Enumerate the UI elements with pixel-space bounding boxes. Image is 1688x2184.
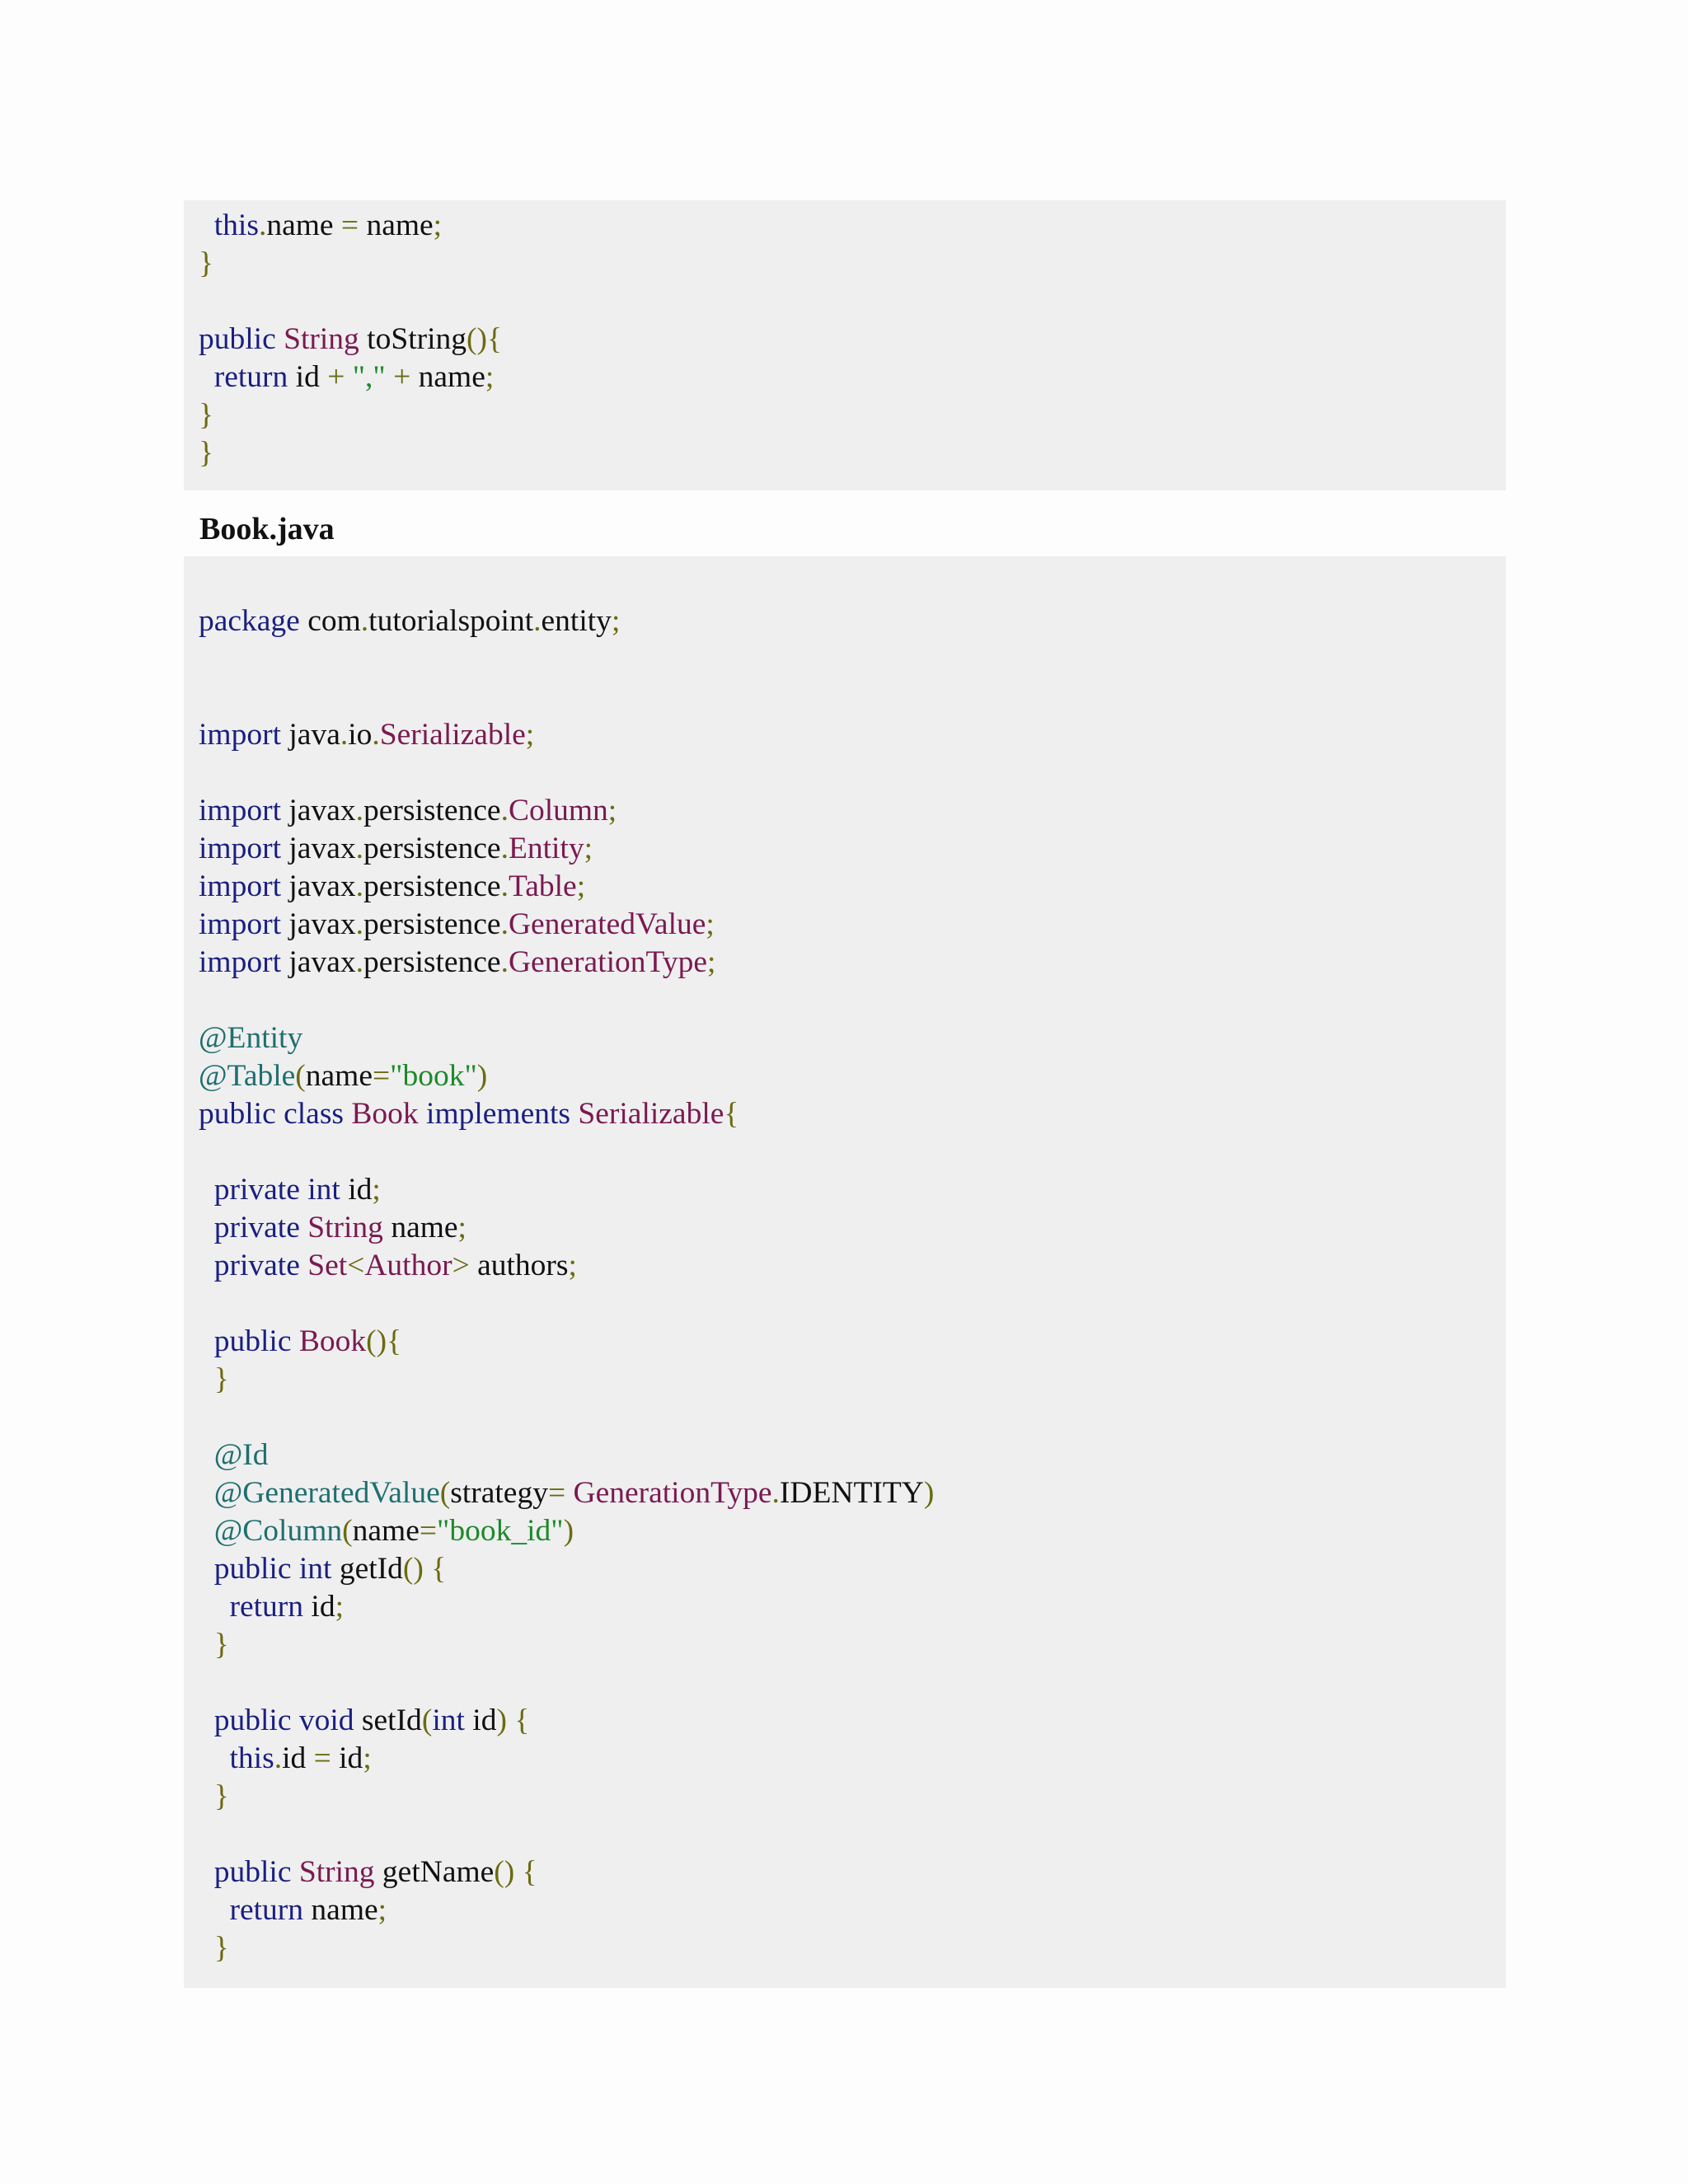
code-token: getName bbox=[374, 1855, 495, 1889]
code-token: Column bbox=[508, 794, 608, 827]
code-token: ; bbox=[457, 1211, 467, 1244]
code-line bbox=[199, 830, 593, 868]
code-token: import bbox=[199, 869, 281, 903]
code-token bbox=[199, 1779, 214, 1813]
code-token: @Id bbox=[213, 1438, 269, 1472]
code-token: "," bbox=[352, 360, 386, 394]
code-token: ( bbox=[421, 1704, 433, 1737]
code-line bbox=[199, 1778, 229, 1816]
code-token: import bbox=[199, 794, 281, 827]
code-token: Author bbox=[364, 1249, 452, 1282]
code-token bbox=[345, 360, 352, 394]
code-token: ; bbox=[568, 1249, 577, 1282]
code-token: ; bbox=[433, 209, 443, 242]
code-line bbox=[199, 868, 585, 906]
code-token: Book bbox=[298, 1324, 367, 1358]
code-token: . bbox=[500, 907, 509, 941]
code-token: . bbox=[500, 945, 509, 979]
code-line bbox=[199, 1854, 537, 1891]
code-token bbox=[199, 209, 214, 242]
code-token: IDENTITY bbox=[779, 1476, 924, 1510]
code-token: implements bbox=[418, 1097, 579, 1131]
code-line bbox=[199, 396, 213, 434]
code-token: . bbox=[372, 718, 380, 752]
code-token: GeneratedValue bbox=[508, 907, 706, 941]
code-token: . bbox=[258, 209, 267, 242]
code-token: import bbox=[199, 907, 281, 941]
code-token: return bbox=[229, 1893, 304, 1927]
code-token: "book" bbox=[390, 1059, 477, 1093]
code-token: String bbox=[298, 1855, 375, 1889]
code-token bbox=[199, 1211, 214, 1244]
code-token: entity bbox=[541, 604, 612, 638]
code-token: ) { bbox=[496, 1704, 530, 1737]
code-line bbox=[199, 1588, 344, 1626]
code-token: private int bbox=[213, 1173, 340, 1207]
code-token: this bbox=[229, 1741, 274, 1775]
code-token: name bbox=[382, 1211, 458, 1244]
code-line bbox=[199, 245, 213, 283]
code-token: Entity bbox=[508, 832, 584, 865]
code-block-person-tail bbox=[184, 200, 1506, 490]
code-token: javax bbox=[281, 869, 356, 903]
code-token: Serializable bbox=[578, 1097, 724, 1131]
code-token: Set bbox=[307, 1249, 348, 1282]
code-token: { bbox=[724, 1097, 739, 1131]
code-token: = bbox=[547, 1476, 566, 1510]
code-line bbox=[199, 944, 715, 982]
code-token: name bbox=[266, 209, 341, 242]
code-token: ; bbox=[607, 794, 617, 827]
code-token: id bbox=[464, 1704, 497, 1737]
code-token: + bbox=[327, 360, 345, 394]
code-token: ; bbox=[363, 1741, 372, 1775]
code-token bbox=[199, 1324, 214, 1358]
code-token: public bbox=[213, 1324, 299, 1358]
code-token: ) bbox=[476, 1059, 488, 1093]
code-line bbox=[199, 1891, 387, 1929]
code-token: javax bbox=[281, 832, 356, 865]
code-line bbox=[199, 1019, 302, 1057]
code-token: = bbox=[340, 209, 359, 242]
code-token: id bbox=[331, 1741, 363, 1775]
code-token: } bbox=[213, 1779, 229, 1813]
code-token: ) bbox=[563, 1514, 574, 1548]
code-token: name bbox=[303, 1893, 378, 1927]
code-token: ; bbox=[377, 1893, 387, 1927]
code-token: + bbox=[393, 360, 411, 394]
code-token bbox=[199, 360, 214, 394]
code-line bbox=[199, 1361, 229, 1399]
code-token: String bbox=[307, 1211, 383, 1244]
code-token: Table bbox=[508, 869, 577, 903]
code-token: ; bbox=[485, 360, 495, 394]
code-token bbox=[199, 1931, 214, 1965]
code-token: "book_id" bbox=[437, 1514, 564, 1548]
code-token: () { bbox=[402, 1552, 447, 1586]
code-line bbox=[199, 1171, 381, 1209]
code-token: } bbox=[213, 1931, 229, 1965]
code-line bbox=[199, 906, 715, 944]
code-token: setId bbox=[354, 1704, 422, 1737]
code-token: this bbox=[213, 209, 259, 242]
code-token bbox=[199, 1514, 214, 1548]
code-token: javax bbox=[281, 945, 356, 979]
code-token: . bbox=[340, 718, 349, 752]
code-token: = bbox=[313, 1741, 331, 1775]
code-token: GenerationType bbox=[508, 945, 707, 979]
code-token: authors bbox=[469, 1249, 569, 1282]
code-line bbox=[199, 321, 502, 359]
code-line bbox=[199, 1740, 372, 1778]
code-token: public class bbox=[199, 1097, 352, 1131]
code-token: . bbox=[355, 832, 363, 865]
code-line bbox=[199, 1474, 934, 1512]
code-token: () { bbox=[494, 1855, 537, 1889]
code-token: public int bbox=[213, 1552, 332, 1586]
code-token: toString bbox=[359, 322, 467, 356]
code-token: } bbox=[199, 246, 213, 280]
code-token: . bbox=[500, 832, 509, 865]
code-token: } bbox=[199, 398, 213, 432]
code-token: . bbox=[533, 604, 542, 638]
code-token: } bbox=[199, 436, 213, 470]
code-token: tutorialspoint bbox=[368, 604, 534, 638]
code-token bbox=[199, 1362, 214, 1396]
code-token: . bbox=[355, 869, 363, 903]
code-token: ; bbox=[706, 907, 715, 941]
code-token: } bbox=[213, 1628, 229, 1661]
code-token: persistence bbox=[363, 869, 501, 903]
code-token bbox=[199, 1704, 214, 1737]
code-token: } bbox=[213, 1362, 229, 1396]
code-token: name bbox=[410, 360, 485, 394]
code-token: strategy bbox=[450, 1476, 548, 1510]
code-token: import bbox=[199, 832, 281, 865]
code-line bbox=[199, 1095, 738, 1133]
code-token: ; bbox=[335, 1590, 345, 1624]
code-token bbox=[199, 1173, 214, 1207]
code-token: . bbox=[500, 869, 509, 903]
code-token: import bbox=[199, 945, 281, 979]
code-token: ) bbox=[923, 1476, 935, 1510]
code-token: ; bbox=[576, 869, 586, 903]
code-token: javax bbox=[281, 907, 356, 941]
file-heading: Book.java bbox=[199, 512, 335, 546]
code-token: public void bbox=[213, 1704, 354, 1737]
code-token: private bbox=[213, 1249, 308, 1282]
code-token: > bbox=[452, 1249, 470, 1282]
code-token: @Entity bbox=[199, 1021, 303, 1055]
code-token: com bbox=[299, 604, 361, 638]
code-token bbox=[199, 1438, 214, 1472]
code-token: io bbox=[348, 718, 373, 752]
code-token bbox=[199, 1590, 230, 1624]
code-token: ; bbox=[372, 1173, 381, 1207]
code-token: . bbox=[274, 1741, 283, 1775]
code-token: Book bbox=[351, 1097, 419, 1131]
code-token: (){ bbox=[467, 322, 503, 356]
code-token: persistence bbox=[363, 832, 501, 865]
code-line bbox=[199, 1436, 269, 1474]
code-token: . bbox=[500, 794, 509, 827]
code-token: Serializable bbox=[379, 718, 526, 752]
code-token: ; bbox=[611, 604, 621, 638]
code-token bbox=[199, 1628, 214, 1661]
code-token: String bbox=[284, 322, 359, 356]
code-token: . bbox=[355, 945, 363, 979]
code-token: @GeneratedValue bbox=[213, 1476, 440, 1510]
code-token: java bbox=[281, 718, 340, 752]
code-token: public bbox=[213, 1855, 299, 1889]
code-line bbox=[199, 1057, 487, 1095]
code-token bbox=[199, 1893, 230, 1927]
code-token: . bbox=[355, 794, 363, 827]
code-line bbox=[199, 1929, 229, 1967]
code-token: return bbox=[213, 360, 288, 394]
code-line bbox=[199, 1512, 574, 1550]
code-token: = bbox=[419, 1514, 438, 1548]
code-token: ; bbox=[584, 832, 593, 865]
code-token: persistence bbox=[363, 794, 501, 827]
code-token: persistence bbox=[363, 945, 501, 979]
code-token: ( bbox=[342, 1514, 353, 1548]
code-token bbox=[199, 1552, 214, 1586]
code-token: ; bbox=[706, 945, 716, 979]
code-token: getId bbox=[331, 1552, 403, 1586]
code-line bbox=[199, 207, 442, 245]
code-token: . bbox=[771, 1476, 780, 1510]
code-token: javax bbox=[281, 794, 356, 827]
code-token: persistence bbox=[363, 907, 501, 941]
code-token: name bbox=[352, 1514, 420, 1548]
code-token: package bbox=[199, 604, 300, 638]
code-line bbox=[199, 434, 213, 472]
code-token bbox=[199, 1476, 214, 1510]
code-token: @Table bbox=[199, 1059, 296, 1093]
code-token: GenerationType bbox=[573, 1476, 772, 1510]
code-token: = bbox=[373, 1059, 391, 1093]
code-token: < bbox=[347, 1249, 365, 1282]
code-token: id bbox=[288, 360, 328, 394]
code-token: name bbox=[359, 209, 434, 242]
code-line bbox=[199, 1209, 467, 1247]
code-token bbox=[386, 360, 393, 394]
code-token bbox=[199, 1855, 214, 1889]
code-token: ; bbox=[525, 718, 535, 752]
code-token: int bbox=[432, 1704, 465, 1737]
code-line bbox=[199, 1626, 229, 1664]
code-token: id bbox=[340, 1173, 373, 1207]
code-line bbox=[199, 792, 617, 830]
code-token: ( bbox=[439, 1476, 451, 1510]
code-token: . bbox=[360, 604, 369, 638]
code-token: import bbox=[199, 718, 281, 752]
code-token: private bbox=[213, 1211, 308, 1244]
code-token: @Column bbox=[213, 1514, 343, 1548]
code-token: . bbox=[355, 907, 363, 941]
code-token: name bbox=[305, 1059, 373, 1093]
code-token bbox=[199, 1249, 214, 1282]
code-token bbox=[199, 1741, 230, 1775]
code-token: id bbox=[282, 1741, 314, 1775]
code-line bbox=[199, 1323, 401, 1361]
code-line bbox=[199, 359, 494, 396]
code-token: ( bbox=[295, 1059, 306, 1093]
code-token: public bbox=[199, 322, 284, 356]
code-line bbox=[199, 716, 534, 754]
code-line bbox=[199, 1550, 446, 1588]
code-block-book-java bbox=[184, 556, 1506, 1988]
code-token: (){ bbox=[366, 1324, 402, 1358]
code-line bbox=[199, 1702, 529, 1740]
code-line bbox=[199, 602, 620, 640]
code-line bbox=[199, 1247, 577, 1285]
code-token: return bbox=[229, 1590, 304, 1624]
code-token: id bbox=[303, 1590, 335, 1624]
